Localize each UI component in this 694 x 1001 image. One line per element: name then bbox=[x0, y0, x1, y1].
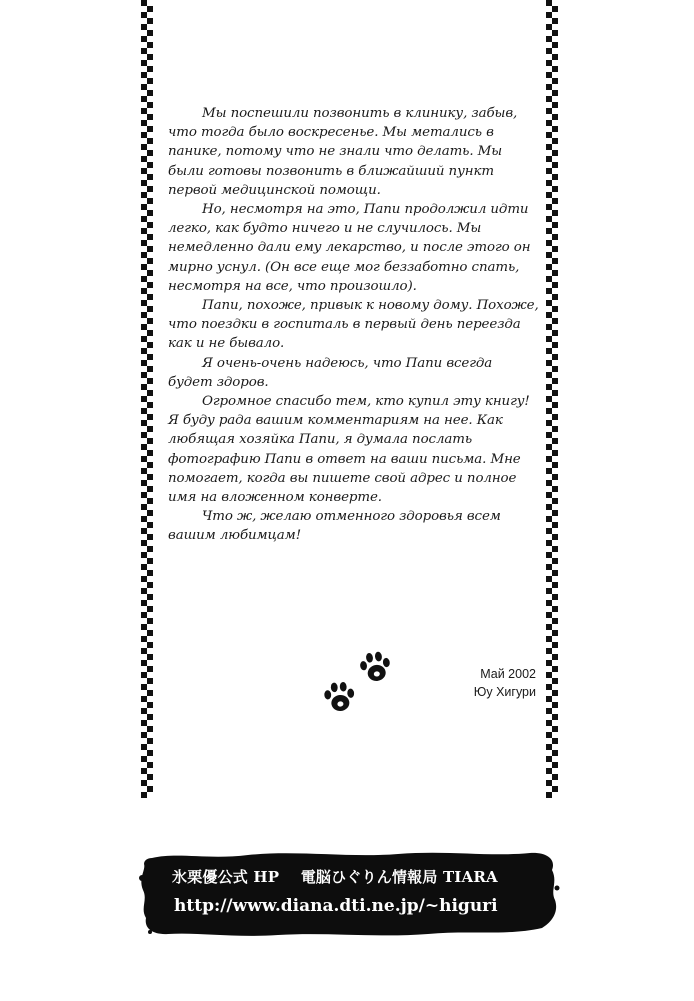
border-square bbox=[552, 42, 558, 48]
border-square bbox=[552, 498, 558, 504]
border-square bbox=[147, 414, 153, 420]
border-square bbox=[552, 630, 558, 636]
banner-title-line bbox=[172, 866, 542, 887]
border-square bbox=[552, 162, 558, 168]
border-square bbox=[552, 618, 558, 624]
border-square bbox=[552, 702, 558, 708]
border-square bbox=[147, 30, 153, 36]
border-square bbox=[552, 726, 558, 732]
border-square bbox=[552, 246, 558, 252]
border-square bbox=[147, 270, 153, 276]
border-square bbox=[147, 582, 153, 588]
border-square bbox=[147, 174, 153, 180]
border-square bbox=[552, 522, 558, 528]
border-square bbox=[552, 774, 558, 780]
border-square bbox=[552, 6, 558, 12]
border-square bbox=[147, 594, 153, 600]
border-square bbox=[147, 78, 153, 84]
border-square bbox=[147, 390, 153, 396]
border-square bbox=[552, 138, 558, 144]
border-square bbox=[147, 198, 153, 204]
border-square bbox=[552, 282, 558, 288]
border-square bbox=[147, 114, 153, 120]
border-square bbox=[552, 78, 558, 84]
border-square bbox=[147, 366, 153, 372]
border-square bbox=[552, 582, 558, 588]
border-square bbox=[552, 186, 558, 192]
border-square bbox=[147, 126, 153, 132]
border-square bbox=[147, 222, 153, 228]
signature-date: Май 2002 bbox=[480, 667, 536, 681]
border-square bbox=[147, 762, 153, 768]
border-square bbox=[147, 402, 153, 408]
border-square bbox=[147, 42, 153, 48]
banner-site-label: 氷栗優公式 HP bbox=[172, 868, 280, 886]
border-square bbox=[147, 486, 153, 492]
border-square bbox=[147, 510, 153, 516]
border-square bbox=[552, 114, 558, 120]
border-square bbox=[552, 738, 558, 744]
border-square bbox=[147, 522, 153, 528]
border-square bbox=[147, 246, 153, 252]
border-square bbox=[147, 630, 153, 636]
border-square bbox=[147, 54, 153, 60]
letter-paragraph-1: Мы поспешили позвонить в клинику, забыв, что тогда было воскресенье. Мы метались в панике, потому что не знали что делать. Мы были готовы позвонить в ближайший пункт первой медицинской помощи. bbox=[168, 106, 518, 198]
border-square bbox=[147, 666, 153, 672]
signature-author: Юу Хигури bbox=[473, 685, 536, 699]
border-square bbox=[552, 198, 558, 204]
border-square bbox=[552, 126, 558, 132]
border-square bbox=[147, 618, 153, 624]
banner-url[interactable]: http://www.diana.dti.ne.jp/~higuri bbox=[174, 896, 498, 916]
border-square bbox=[552, 450, 558, 456]
border-square bbox=[147, 162, 153, 168]
paw-print-icon bbox=[359, 650, 393, 683]
border-square bbox=[552, 750, 558, 756]
checkered-border-right bbox=[546, 0, 560, 800]
border-square bbox=[552, 666, 558, 672]
letter-paragraph-2: Но, несмотря на это, Папи продолжил идти легко, как будто ничего и не случилось. Мы немедленно дали ему лекарство, и после этого он мирно уснул. (Он все еще мог беззаботно спать, несмотря на все, что произошло). bbox=[168, 202, 531, 294]
border-square bbox=[552, 18, 558, 24]
border-square bbox=[552, 90, 558, 96]
letter-paragraph-5: Огромное спасибо тем, кто купил эту книгу! Я буду рада вашим комментариям на нее. Как любящая хозяйка Папи, я думала послать фотографию Папи в ответ на ваши письма. Мне помогает, когда вы пишете свой адрес и полное имя на вложенном конверте. bbox=[168, 394, 530, 506]
border-square bbox=[552, 654, 558, 660]
border-square bbox=[147, 354, 153, 360]
border-square bbox=[552, 102, 558, 108]
letter-body bbox=[168, 104, 540, 546]
border-square bbox=[552, 510, 558, 516]
border-square bbox=[552, 306, 558, 312]
letter-paragraph-3: Папи, похоже, привык к новому дому. Похоже, что поездки в госпиталь в первый день переезда как и не бывало. bbox=[168, 298, 539, 352]
border-square bbox=[552, 678, 558, 684]
border-square bbox=[552, 786, 558, 792]
border-square bbox=[552, 402, 558, 408]
border-square bbox=[552, 642, 558, 648]
border-square bbox=[147, 186, 153, 192]
border-square bbox=[552, 486, 558, 492]
border-square bbox=[552, 714, 558, 720]
border-square bbox=[147, 534, 153, 540]
border-square bbox=[147, 678, 153, 684]
border-square bbox=[552, 294, 558, 300]
letter-paragraph-4: Я очень-очень надеюсь, что Папи всегда будет здоров. bbox=[168, 355, 493, 390]
border-square bbox=[552, 54, 558, 60]
letter-paragraph-6: Что ж, желаю отменного здоровья всем вашим любимцам! bbox=[168, 509, 501, 544]
paw-prints bbox=[318, 646, 398, 718]
border-square bbox=[552, 174, 558, 180]
border-square bbox=[147, 6, 153, 12]
border-square bbox=[147, 714, 153, 720]
border-square bbox=[147, 138, 153, 144]
border-square bbox=[147, 702, 153, 708]
border-square bbox=[147, 654, 153, 660]
border-square bbox=[147, 774, 153, 780]
border-square bbox=[552, 438, 558, 444]
border-square bbox=[141, 792, 147, 798]
border-square bbox=[147, 642, 153, 648]
banner-site-name: 電脳ひぐりん情報局 TIARA bbox=[300, 868, 498, 886]
border-square bbox=[147, 786, 153, 792]
border-square bbox=[552, 390, 558, 396]
border-square bbox=[552, 594, 558, 600]
border-square bbox=[147, 498, 153, 504]
border-square bbox=[147, 18, 153, 24]
border-square bbox=[147, 378, 153, 384]
border-square bbox=[147, 726, 153, 732]
border-square bbox=[552, 378, 558, 384]
border-square bbox=[147, 150, 153, 156]
border-square bbox=[552, 762, 558, 768]
border-square bbox=[147, 606, 153, 612]
paw-print-icon bbox=[324, 681, 356, 712]
border-square bbox=[147, 426, 153, 432]
border-square bbox=[147, 258, 153, 264]
border-square bbox=[147, 558, 153, 564]
border-square bbox=[552, 210, 558, 216]
border-square bbox=[552, 30, 558, 36]
border-square bbox=[147, 318, 153, 324]
border-square bbox=[147, 234, 153, 240]
border-square bbox=[147, 570, 153, 576]
border-square bbox=[147, 66, 153, 72]
border-square bbox=[552, 66, 558, 72]
border-square bbox=[147, 330, 153, 336]
border-square bbox=[147, 450, 153, 456]
border-square bbox=[147, 546, 153, 552]
checkered-border-left bbox=[141, 0, 155, 800]
border-square bbox=[546, 792, 552, 798]
border-square bbox=[552, 354, 558, 360]
border-square bbox=[147, 738, 153, 744]
border-square bbox=[147, 462, 153, 468]
border-square bbox=[552, 690, 558, 696]
border-square bbox=[552, 414, 558, 420]
border-square bbox=[552, 330, 558, 336]
border-square bbox=[552, 462, 558, 468]
border-square bbox=[552, 606, 558, 612]
border-square bbox=[147, 438, 153, 444]
border-square bbox=[147, 342, 153, 348]
border-square bbox=[552, 270, 558, 276]
border-square bbox=[147, 690, 153, 696]
ink-splash-background bbox=[138, 848, 560, 940]
border-square bbox=[147, 294, 153, 300]
border-square bbox=[552, 426, 558, 432]
border-square bbox=[552, 342, 558, 348]
border-square bbox=[147, 474, 153, 480]
border-square bbox=[552, 558, 558, 564]
border-square bbox=[552, 534, 558, 540]
border-square bbox=[147, 306, 153, 312]
border-square bbox=[552, 258, 558, 264]
border-square bbox=[552, 570, 558, 576]
border-square bbox=[552, 546, 558, 552]
border-square bbox=[147, 102, 153, 108]
border-square bbox=[147, 90, 153, 96]
border-square bbox=[552, 150, 558, 156]
signature bbox=[446, 665, 536, 701]
border-square bbox=[552, 222, 558, 228]
border-square bbox=[552, 234, 558, 240]
border-square bbox=[147, 282, 153, 288]
border-square bbox=[147, 210, 153, 216]
border-square bbox=[552, 474, 558, 480]
border-square bbox=[147, 750, 153, 756]
website-banner bbox=[138, 848, 560, 940]
border-square bbox=[552, 318, 558, 324]
border-square bbox=[552, 366, 558, 372]
